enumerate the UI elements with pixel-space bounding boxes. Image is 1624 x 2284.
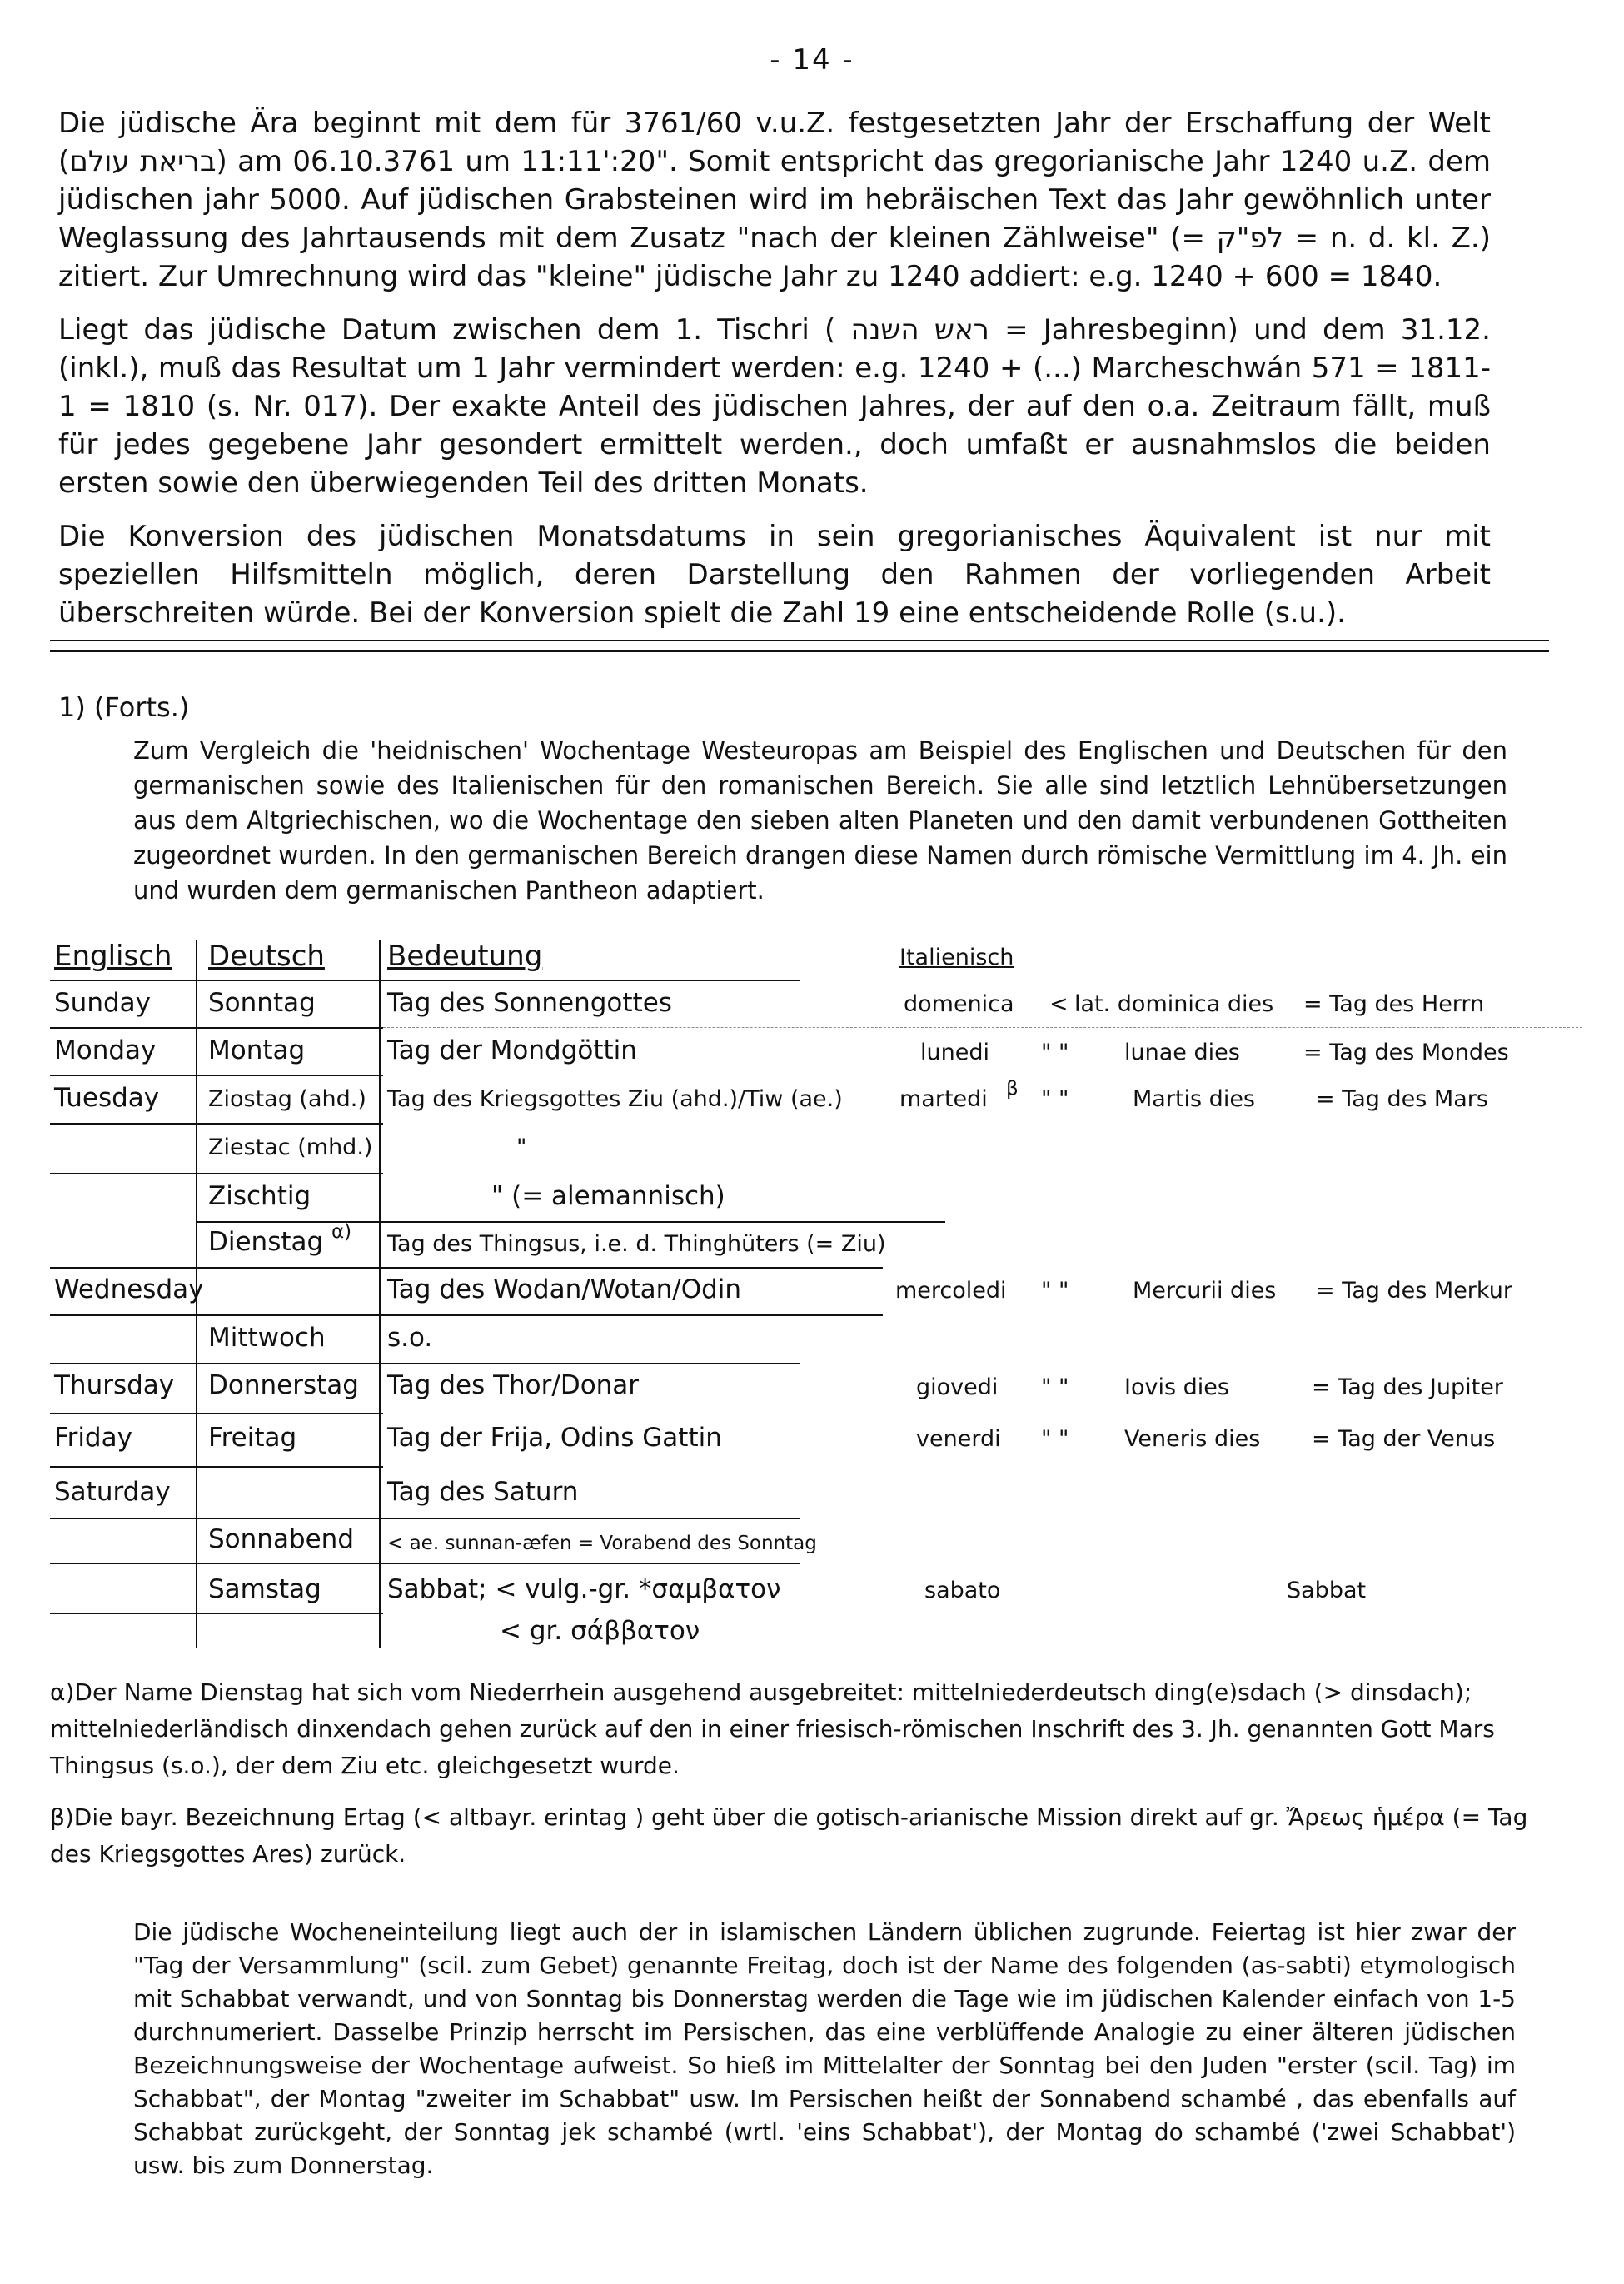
- cell-bed-monday: Tag der Mondgöttin: [387, 1035, 637, 1065]
- table-col-divider-2: [379, 940, 381, 1648]
- table-row-rule: [196, 1221, 945, 1223]
- cell-bed-saturday: Tag des Saturn: [387, 1477, 579, 1507]
- cell-mean-monday: = Tag des Mondes: [1303, 1040, 1509, 1065]
- cell-mean-wednesday: = Tag des Merkur: [1316, 1278, 1512, 1304]
- table-row-rule: [50, 1413, 383, 1414]
- cell-mark-dienstag: α): [331, 1221, 352, 1243]
- footnote-text: Zum Vergleich die 'heidnischen' Wochentage Westeuropas am Beispiel des Englischen und Deutschen für den germanischen sowie des Italienischen für den romanischen Bereich. Sie alle sind letztlich Lehnübersetzungen aus dem Altgriechischen, wo die Wochentage den sieben alten Planeten und den damit verbundenen Gottheiten zugeordnet wurden. In den germanischen Bereich drangen diese Namen durch römische Vermittlung im 4. Jh. ein und wurden dem germanischen Pantheon adaptiert.: [133, 736, 1507, 905]
- cell-it-samstag: sabato: [924, 1578, 1001, 1603]
- divider-rule-top: [50, 640, 1549, 641]
- cell-lat-wednesday: Mercurii dies: [1133, 1278, 1277, 1304]
- cell-bed-friday: Tag der Frija, Odins Gattin: [387, 1423, 722, 1453]
- table-row-rule: [50, 1123, 383, 1125]
- cell-de-dienstag: Dienstag: [208, 1227, 324, 1257]
- table-row-rule: [50, 1027, 383, 1029]
- cell-de-zischtig: Zischtig: [208, 1181, 311, 1211]
- cell-it-sunday: domenica: [904, 991, 1014, 1017]
- table-row-rule: [50, 1314, 883, 1316]
- cell-en-sunday: Sunday: [54, 988, 151, 1018]
- cell-q-wednesday: " ": [1041, 1278, 1069, 1304]
- cell-mean-sunday: = Tag des Herrn: [1303, 991, 1485, 1017]
- intro-paragraph-1: Die jüdische Ära beginnt mit dem für 3761/60 v.u.Z. festgesetzten Jahr der Erschaffung der Welt (בריאת עולם) am 06.10.3761 um 11:11':20". Somit entspricht das gregorianische Jahr 1240 u.Z. dem jüdischen jahr 5000. Auf jüdischen Grabsteinen wird im hebräischen Text das Jahr gewöhnlich unter Weglassung des Jahrtausends mit dem Zusatz "nach der kleinen Zählweise" (= לפ"ק = n. d. kl. Z.) zitiert. Zur Umrechnung wird das "kleine" jüdische Jahr zu 1240 addiert: e.g. 1240 + 600 = 1840.: [58, 107, 1491, 293]
- cell-bed-sunday: Tag des Sonnengottes: [387, 988, 672, 1018]
- cell-it-friday: venerdi: [916, 1426, 1001, 1452]
- cell-bed-wednesday: Tag des Wodan/Wotan/Odin: [387, 1274, 742, 1304]
- weekday-table: [50, 940, 1566, 1646]
- cell-it-tuesday: martedi: [899, 1086, 988, 1112]
- header-englisch: Englisch: [54, 940, 172, 973]
- table-row-rule: [50, 1173, 383, 1174]
- cell-q-tuesday: " ": [1041, 1086, 1069, 1112]
- cell-bed-ziestac: ": [516, 1135, 527, 1160]
- cell-it-monday: lunedi: [920, 1040, 989, 1065]
- cell-lat-monday: lunae dies: [1124, 1040, 1240, 1065]
- cell-lat-thursday: Iovis dies: [1124, 1374, 1229, 1400]
- table-row-dash: [383, 1027, 1582, 1028]
- cell-bed-sonnabend: < ae. sunnan-æfen = Vorabend des Sonntag: [387, 1533, 817, 1554]
- cell-it-wednesday: mercoledi: [895, 1278, 1007, 1304]
- cell-de-friday: Freitag: [208, 1423, 297, 1453]
- cell-de-ziestac: Ziestac (mhd.): [208, 1135, 373, 1160]
- cell-mean-thursday: = Tag des Jupiter: [1312, 1374, 1503, 1400]
- table-notes: [50, 1674, 1532, 1888]
- cell-it-thursday: giovedi: [916, 1374, 999, 1400]
- footnote-heading: 1) (Forts.): [58, 691, 190, 723]
- intro-section: [58, 104, 1491, 647]
- header-deutsch: Deutsch: [208, 940, 325, 973]
- cell-q-monday: " ": [1041, 1040, 1069, 1065]
- cell-lat-tuesday: Martis dies: [1133, 1086, 1255, 1112]
- header-italienisch: Italienisch: [899, 945, 1014, 970]
- table-row-rule: [50, 1613, 383, 1614]
- intro-paragraph-3: Die Konversion des jüdischen Monatsdatums in sein gregorianisches Äquivalent ist nur mit speziellen Hilfsmitteln möglich, deren Darstellung den Rahmen der vorliegenden Arbeit überschreiten würde. Bei der Konversion spielt die Zahl 19 eine entscheidende Rolle (s.u.).: [58, 520, 1491, 630]
- cell-en-wednesday: Wednesday: [54, 1274, 204, 1304]
- cell-bed-tuesday: Tag des Kriegsgottes Ziu (ahd.)/Tiw (ae.): [387, 1086, 843, 1112]
- cell-de-sunday: Sonntag: [208, 988, 316, 1018]
- header-bedeutung: Bedeutung: [387, 940, 543, 973]
- cell-mark-tuesday: β: [1006, 1078, 1019, 1100]
- divider-rule-bottom: [50, 650, 1549, 652]
- cell-de-monday: Montag: [208, 1035, 306, 1065]
- cell-de-samstag: Samstag: [208, 1574, 321, 1604]
- cell-mean-tuesday: = Tag des Mars: [1316, 1086, 1488, 1112]
- cell-de-mittwoch: Mittwoch: [208, 1323, 326, 1353]
- table-row-rule: [50, 1075, 383, 1076]
- cell-bed-zischtig: " (= alemannisch): [491, 1181, 725, 1211]
- cell-mean-friday: = Tag der Venus: [1312, 1426, 1496, 1452]
- cell-en-monday: Monday: [54, 1035, 157, 1065]
- table-row-rule: [50, 1563, 800, 1564]
- cell-en-thursday: Thursday: [54, 1370, 175, 1400]
- cell-bed-gr: < gr. σάββατον: [500, 1616, 700, 1646]
- cell-en-tuesday: Tuesday: [54, 1083, 160, 1113]
- cell-en-friday: Friday: [54, 1423, 132, 1453]
- page-number: - 14 -: [770, 43, 854, 77]
- table-row-rule: [50, 1267, 883, 1269]
- closing-text: Die jüdische Wocheneinteilung liegt auch der in islamischen Ländern üblichen zugrunde. Feiertag ist hier zwar der "Tag der Versammlung" (scil. zum Gebet) genannte Freitag, doch ist der Name des folgenden (as-sabti) etymologisch mit Schabbat verwandt, und von Sonntag bis Donnerstag werden die Tage wie im jüdischen Kalender einfach von 1-5 durchnumeriert. Dasselbe Prinzip herrscht im Persischen, das eine verblüffende Analogie zu einer älteren jüdischen Bezeichnungsweise der Wochentage aufweist. So hieß im Mittelalter der Sonntag bei den Juden "erster (scil. Tag) im Schabbat", der Montag "zweiter im Schabbat" usw. Im Persischen heißt der Sonnabend schambé , das ebenfalls auf Schabbat zurückgeht, der Sonntag jek schambé (wrtl. 'eins Schabbat'), der Montag do schambé ('zwei Schabbat') usw. bis zum Donnerstag.: [133, 1918, 1516, 2179]
- cell-lat-sunday: lat. dominica dies: [1074, 991, 1274, 1017]
- cell-en-saturday: Saturday: [54, 1477, 171, 1507]
- cell-de-thursday: Donnerstag: [208, 1370, 359, 1400]
- cell-de-sonnabend: Sonnabend: [208, 1524, 355, 1554]
- cell-bed-thursday: Tag des Thor/Donar: [387, 1370, 640, 1400]
- cell-de-tuesday: Ziostag (ahd.): [208, 1086, 366, 1112]
- table-row-rule: [50, 1518, 800, 1519]
- note-alpha: α)Der Name Dienstag hat sich vom Niederrhein ausgehend ausgebreitet: mittelniederdeutsch ding(e)sdach (> dinsdach); mittelniederländisch dinxendach gehen zurück auf den in einer friesisch-römischen Inschrift des 3. Jh. genannten Gott Mars Thingsus (s.o.), der dem Ziu etc. gleichgesetzt wurde.: [50, 1678, 1495, 1779]
- cell-lt-sunday: <: [1049, 991, 1069, 1017]
- cell-q-friday: " ": [1041, 1426, 1069, 1452]
- cell-bed-samstag: Sabbat; < vulg.-gr. *σαμβατον: [387, 1574, 781, 1604]
- table-row-rule: [50, 1466, 383, 1468]
- cell-mean-samstag: Sabbat: [1287, 1578, 1367, 1603]
- cell-q-thursday: " ": [1041, 1374, 1069, 1400]
- cell-bed-dienstag: Tag des Thingsus, i.e. d. Thinghüters (= Ziu): [387, 1231, 886, 1257]
- cell-lat-friday: Veneris dies: [1124, 1426, 1261, 1452]
- intro-paragraph-2: Liegt das jüdische Datum zwischen dem 1. Tischri ( ראש השנה = Jahresbeginn) und dem 31.12. (inkl.), muß das Resultat um 1 Jahr vermindert werden: e.g. 1240 + (...) Marcheschwán 571 = 1811-1 = 1810 (s. Nr. 017). Der exakte Anteil des jüdischen Jahres, der auf den o.a. Zeitraum fällt, muß für jedes gegebene Jahr gesondert ermittelt werden., doch umfaßt er ausnahmslos die beiden ersten sowie den überwiegenden Teil des dritten Monats.: [58, 313, 1491, 500]
- table-row-rule: [50, 1363, 800, 1364]
- note-beta: β)Die bayr. Bezeichnung Ertag (< altbayr. erintag ) geht über die gotisch-arianische Mission direkt auf gr. Ἄρεως ἡμέρα (= Tag des Kriegsgottes Ares) zurück.: [50, 1803, 1528, 1868]
- closing-paragraph: [133, 1916, 1516, 2182]
- table-row-rule: [50, 980, 800, 981]
- cell-bed-mittwoch: s.o.: [387, 1323, 433, 1353]
